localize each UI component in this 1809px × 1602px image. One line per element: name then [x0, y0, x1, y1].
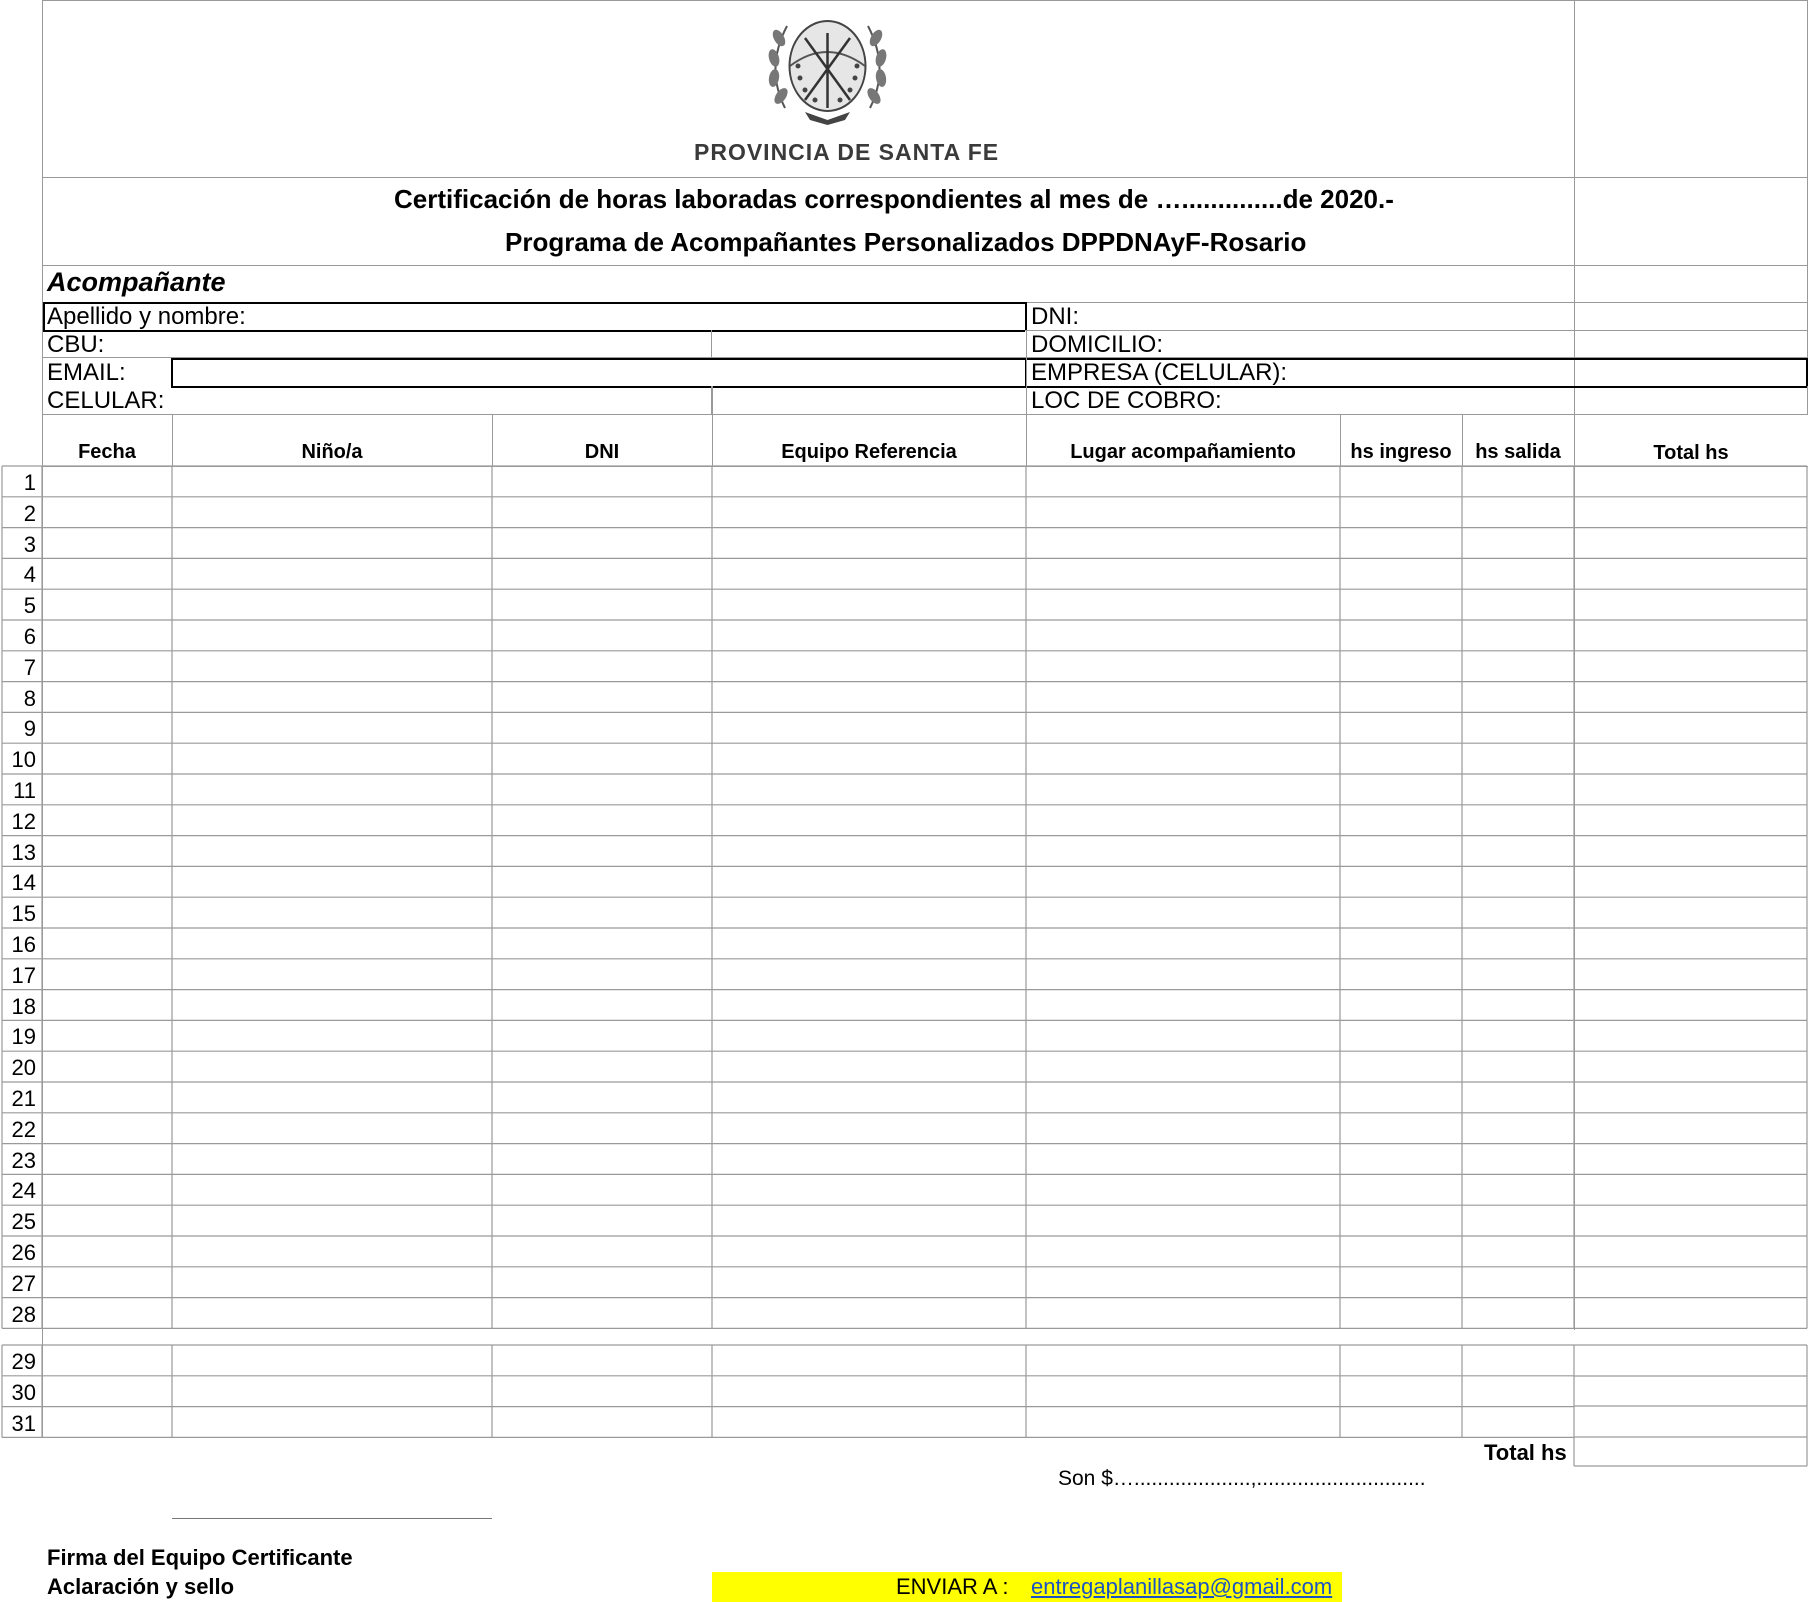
signature-label: Firma del Equipo Certificante	[47, 1545, 353, 1570]
row-number: 16	[11, 932, 36, 957]
col-header-dni: DNI	[584, 441, 620, 463]
header-col-line	[492, 414, 493, 466]
row-number: 26	[11, 1240, 36, 1265]
col-header-child: Niño/a	[301, 441, 363, 463]
amount-in-words: Son $…....................,.............................	[1058, 1467, 1426, 1490]
col-header-place: Lugar acompañamiento	[1070, 441, 1296, 463]
row-number: 23	[11, 1147, 36, 1173]
companion-section-bottom	[42, 414, 1808, 415]
santa-fe-coat-of-arms-icon	[765, 8, 890, 126]
total-hours-label: Total hs	[1484, 1440, 1567, 1465]
clarification-label: Aclaración y sello	[47, 1574, 235, 1599]
cbu-split	[711, 330, 712, 357]
send-to-label: ENVIAR A :	[896, 1574, 1009, 1599]
form-subtitle: Programa de Acompañantes Personalizados DPPDNAyF-Rosario	[505, 227, 1307, 257]
row-number: 11	[13, 778, 36, 803]
col-header-reference-team: Equipo Referencia	[781, 441, 957, 463]
email-field-top	[171, 358, 1807, 360]
address-label: DOMICILIO:	[1031, 331, 1164, 358]
row-number: 8	[23, 685, 36, 711]
row-number: 4	[23, 562, 36, 588]
name-field-bottom	[43, 330, 1025, 332]
row-number: 14	[11, 870, 36, 896]
row-number: 28	[11, 1301, 36, 1327]
province-name: PROVINCIA DE SANTA FE	[694, 139, 1000, 165]
row-number: 29	[11, 1349, 36, 1374]
header-col-line	[712, 386, 713, 466]
name-label: Apellido y nombre:	[47, 303, 246, 330]
row-number: 22	[11, 1116, 36, 1142]
collection-location-label: LOC DE COBRO:	[1031, 387, 1222, 414]
total-column-edge	[1574, 0, 1575, 1330]
section-label-companion: Acompañante	[47, 267, 226, 297]
row-number: 3	[23, 531, 36, 557]
signature-line	[172, 1518, 492, 1519]
company-phone-label: EMPRESA (CELULAR):	[1031, 359, 1288, 386]
row-number: 12	[11, 808, 36, 834]
row-number: 20	[11, 1055, 36, 1081]
row-number: 6	[23, 624, 36, 649]
header-col-line	[1340, 414, 1341, 466]
row-number: 10	[11, 747, 36, 773]
row-number: 7	[23, 654, 36, 680]
col-header-date: Fecha	[78, 441, 136, 463]
row-number: 5	[23, 593, 36, 619]
row-number: 17	[11, 962, 36, 988]
col-header-check-in: hs ingreso	[1350, 441, 1452, 463]
header-bottom-line	[42, 466, 1808, 467]
email-label: EMAIL:	[47, 359, 126, 386]
page-top-border	[42, 0, 1808, 1]
header-col-line	[172, 414, 173, 466]
email-field-bottom	[171, 386, 1807, 388]
row-number: 31	[11, 1410, 36, 1436]
row-number: 21	[11, 1086, 36, 1111]
row-number: 19	[11, 1024, 36, 1050]
row-number: 25	[11, 1209, 36, 1235]
send-to-email-link[interactable]: entregaplanillasap@gmail.com	[1031, 1574, 1333, 1599]
row-number: 13	[11, 839, 36, 865]
row-number: 24	[11, 1178, 36, 1204]
name-field-left	[43, 302, 45, 330]
page-left-border	[42, 0, 43, 1437]
row-number: 1	[23, 470, 36, 495]
cbu-label: CBU:	[47, 331, 105, 358]
name-field-right	[1025, 302, 1027, 330]
row-number: 2	[23, 500, 36, 526]
col-header-total-hours: Total hs	[1653, 442, 1729, 464]
row-number: 18	[11, 993, 36, 1019]
title-divider	[42, 265, 1808, 266]
row-number: 27	[11, 1270, 36, 1296]
header-divider	[42, 177, 1808, 178]
form-title: Certificación de horas laboradas correspondientes al mes de …..............de 2020.-	[394, 184, 1394, 214]
row-number: 9	[23, 716, 36, 742]
row-number: 30	[11, 1379, 36, 1405]
dni-label: DNI:	[1031, 303, 1079, 330]
phone-label: CELULAR:	[47, 387, 165, 414]
page-right-border	[1807, 0, 1808, 415]
email-field-left	[171, 358, 173, 386]
row-number: 15	[11, 901, 36, 927]
email-field-right	[1806, 358, 1808, 386]
header-col-line	[1026, 330, 1027, 466]
header-col-line	[1462, 414, 1463, 466]
col-header-check-out: hs salida	[1475, 441, 1561, 463]
